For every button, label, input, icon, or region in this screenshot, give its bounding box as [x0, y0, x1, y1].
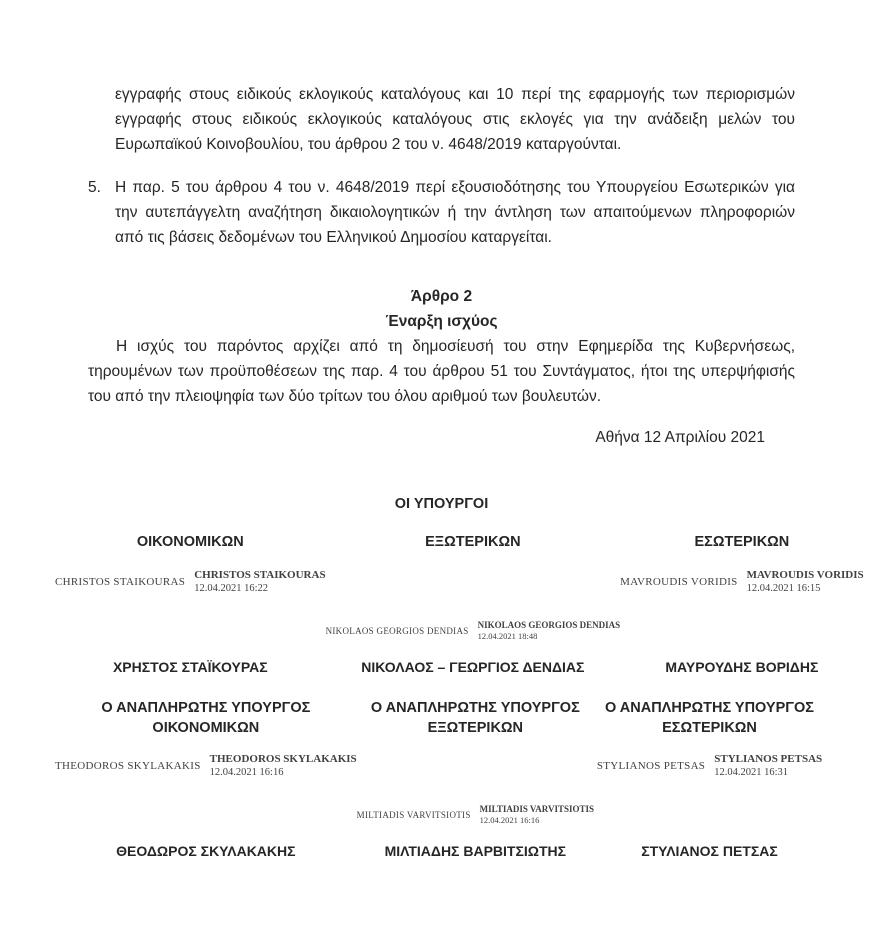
minister-column-finance [55, 534, 326, 678]
article-title: Άρθρο 2 [410, 288, 473, 305]
signature-stamp-datetime: 12.04.2021 16:22 [194, 583, 269, 595]
ministers-heading: ΟΙ ΥΠΟΥΡΓΟΙ [394, 496, 489, 512]
deputy-title [101, 698, 310, 738]
article-paragraph: Η ισχύς του παρόντος αρχίζει από τη δημοσίευσή του στην Εφημερίδα της Κυβερνήσεως, τηρουμένων των προϋποθέσεων της παρ. 4 του άρθρου 51 του Συντάγματος, ήτοι της υπερψήφισής του από την πλειοψηφία των δύο τρίτων του όλου αριθμού των βουλευτών. [88, 338, 795, 405]
signature-stamp-name: CHRISTOS STAIKOURAS [194, 568, 326, 581]
list-item-text: Η παρ. 5 του άρθρου 4 του ν. 4648/2019 περί εξουσιοδότησης του Υπουργείου Εσωτερικών για την αυτεπάγγελτη αναζήτηση δικαιολογητικών ή την άντληση των απαιτούμενων πληροφοριών από τις βάσεις δεδομένων του Ελληνικού Δημοσίου καταργείται. [115, 179, 795, 246]
ministers-grid [55, 534, 864, 678]
deputy-title [605, 698, 814, 738]
signature-printed-name: MILTIADIS VARVITSIOTIS [356, 810, 471, 820]
signature-stamp-datetime: 12.04.2021 18:48 [477, 631, 538, 642]
signature-stamp-name: THEODOROS SKYLAKAKIS [209, 752, 357, 765]
digital-signature-staikouras [55, 569, 326, 596]
signature-stamp [210, 753, 357, 780]
deputy-greek-name: ΜΙΛΤΙΑΔΗΣ ΒΑΡΒΙΤΣΙΩΤΗΣ [384, 843, 567, 859]
digital-signature-skylakakis [55, 753, 357, 780]
dateline: Αθήνα 12 Απριλίου 2021 [595, 429, 765, 446]
portfolio-title: ΕΣΩΤΕΡΙΚΩΝ [694, 534, 790, 550]
deputy-title-line1: Ο ΑΝΑΠΛΗΡΩΤΗΣ ΥΠΟΥΡΓΟΣ [101, 700, 311, 716]
signature-stamp-name: MAVROUDIS VORIDIS [746, 568, 864, 581]
minister-greek-name: ΧΡΗΣΤΟΣ ΣΤΑΪΚΟΥΡΑΣ [112, 659, 268, 675]
signature-stamp [714, 753, 822, 780]
minister-column-foreign-affairs [326, 534, 621, 678]
list-item-number: 5. [88, 179, 101, 196]
signature-stamp-datetime: 12.04.2021 16:15 [746, 583, 821, 595]
digital-signature-voridis [620, 569, 864, 596]
signature-stamp [194, 569, 325, 596]
minister-greek-name: ΝΙΚΟΛΑΟΣ – ΓΕΩΡΓΙΟΣ ΔΕΝΔΙΑΣ [361, 659, 585, 675]
signature-printed-name: MAVROUDIS VORIDIS [620, 576, 738, 588]
minister-greek-name: ΜΑΥΡΟΥΔΗΣ ΒΟΡΙΔΗΣ [665, 659, 819, 675]
deputy-greek-name: ΣΤΥΛΙΑΝΟΣ ΠΕΤΣΑΣ [641, 843, 778, 859]
deputy-title-line1: Ο ΑΝΑΠΛΗΡΩΤΗΣ ΥΠΟΥΡΓΟΣ [605, 700, 814, 716]
signature-stamp [480, 804, 594, 826]
deputy-title-line1: Ο ΑΝΑΠΛΗΡΩΤΗΣ ΥΠΟΥΡΓΟΣ [370, 700, 580, 716]
signature-stamp-datetime: 12.04.2021 16:16 [209, 767, 284, 779]
portfolio-title: ΟΙΚΟΝΟΜΙΚΩΝ [136, 534, 244, 550]
signature-printed-name: THEODOROS SKYLAKAKIS [55, 760, 201, 772]
minister-column-interior [620, 534, 864, 678]
paragraph-continuation: εγγραφής στους ειδικούς εκλογικούς καταλόγους και 10 περί της εφαρμογής των περιορισμών εγγραφής στους ειδικούς εκλογικούς καταλόγους στις εκλογές για την ανάδειξη μελών του Ευρωπαϊκού Κοινοβουλίου, του άρθρου 2 του ν. 4648/2019 καταργούνται. [115, 86, 795, 153]
signature-printed-name: NIKOLAOS GEORGIOS DENDIAS [325, 626, 469, 636]
deputy-title [371, 698, 580, 738]
signature-stamp-name: STYLIANOS PETSAS [714, 752, 823, 765]
deputy-column-interior [594, 698, 825, 862]
deputy-title-line2: ΕΣΩΤΕΡΙΚΩΝ [662, 720, 757, 736]
deputy-title-line2: ΟΙΚΟΝΟΜΙΚΩΝ [152, 720, 260, 736]
signature-printed-name: STYLIANOS PETSAS [596, 760, 706, 772]
deputy-title-line2: ΕΞΩΤΕΡΙΚΩΝ [427, 720, 524, 736]
deputy-greek-name: ΘΕΟΔΩΡΟΣ ΣΚΥΛΑΚΑΚΗΣ [116, 843, 296, 859]
digital-signature-petsas [597, 753, 822, 780]
signature-stamp-datetime: 12.04.2021 16:16 [479, 815, 540, 826]
signature-stamp [747, 569, 864, 596]
deputy-column-foreign-affairs [357, 698, 594, 862]
signature-stamp [478, 620, 621, 642]
signature-stamp-name: MILTIADIS VARVITSIOTIS [479, 804, 594, 815]
signature-stamp-name: NIKOLAOS GEORGIOS DENDIAS [477, 620, 621, 631]
portfolio-title: ΕΞΩΤΕΡΙΚΩΝ [425, 534, 521, 550]
signature-stamp-datetime: 12.04.2021 16:31 [714, 767, 789, 779]
digital-signature-varvitsiotis [357, 804, 594, 826]
digital-signature-dendias [326, 620, 621, 642]
deputy-column-finance [55, 698, 357, 862]
article-subtitle: Έναρξη ισχύος [385, 313, 498, 330]
deputy-ministers-grid [55, 698, 825, 862]
list-item-5 [88, 175, 795, 250]
signature-printed-name: CHRISTOS STAIKOURAS [55, 576, 186, 588]
